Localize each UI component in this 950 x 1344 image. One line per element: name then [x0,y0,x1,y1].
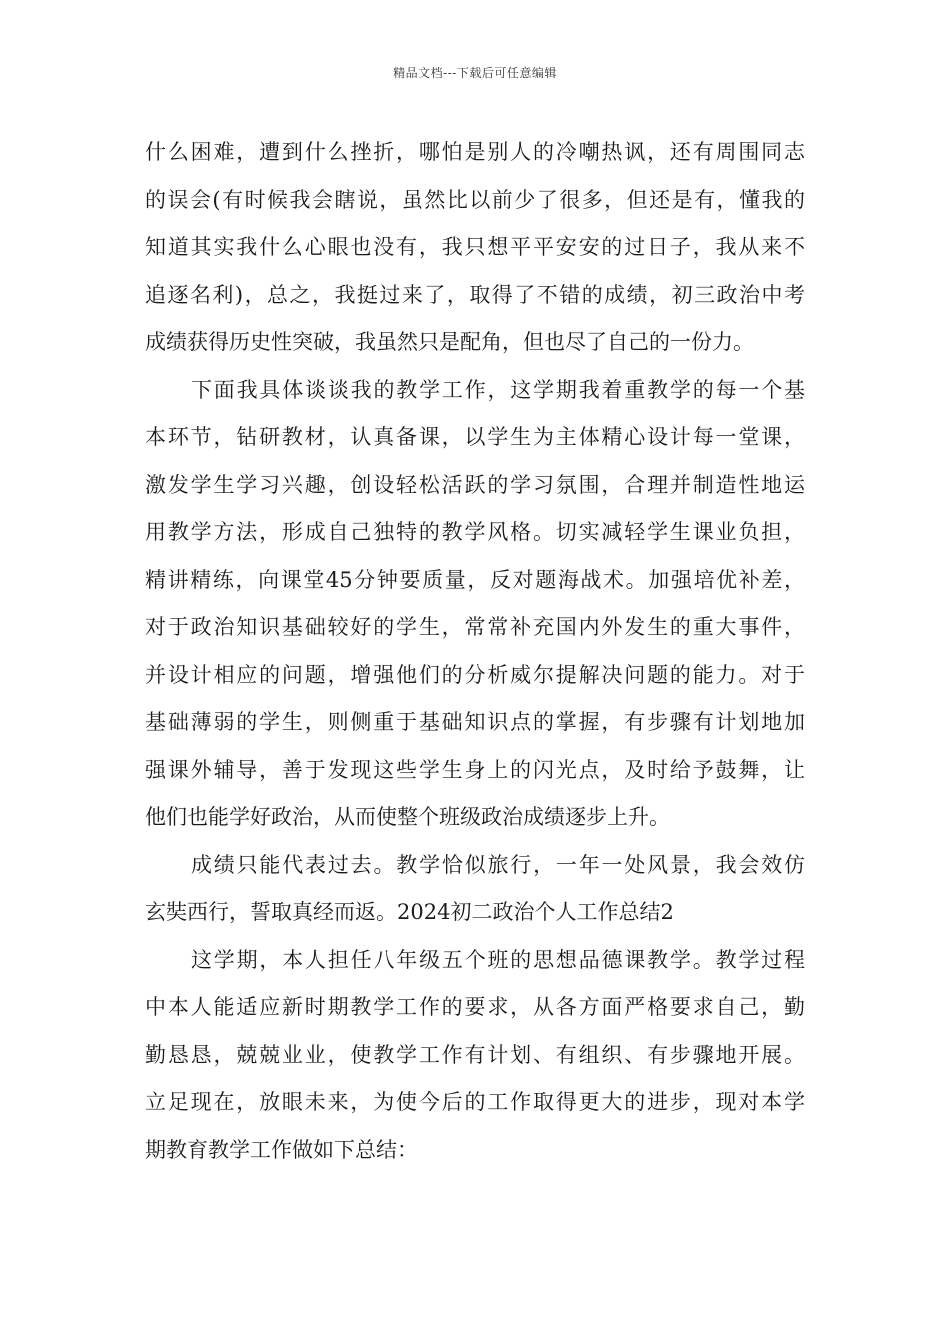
text-line: 这学期，本人担任八年级五个班的思想品德课教学。教学过程 [191,947,805,972]
paragraph [145,845,805,940]
text-line: 精讲精练，向课堂45分钟要质量，反对题海战术。加强培优补差， [145,567,805,592]
text-line: 激发学生学习兴趣，创设轻松活跃的学习氛围，合理并制造性地运 [145,472,805,497]
text-line: 知道其实我什么心眼也没有，我只想平平安安的过日子，我从来不 [145,235,805,259]
text-line: 成绩只能代表过去。教学恰似旅行，一年一处风景，我会效仿 [191,852,805,877]
text-line: 立足现在，放眼未来，为使今后的工作取得更大的进步，现对本学 [145,1090,805,1114]
text-line: 并设计相应的问题，增强他们的分析威尔提解决问题的能力。对于 [145,662,805,687]
text-line: 玄奘西行，誓取真经而返。2024初二政治个人工作总结2 [145,900,674,924]
page-header: 精品文档---下载后可任意编辑 [393,66,557,80]
text-line: 中本人能适应新时期教学工作的要求，从各方面严格要求自己，勤 [145,995,805,1019]
paragraph [145,132,805,370]
text-line: 强课外辅导，善于发现这些学生身上的闪光点，及时给予鼓舞，让 [145,757,805,782]
paragraph [145,940,805,1178]
text-line: 什么困难，遭到什么挫折，哪怕是别人的冷嘲热讽，还有周围同志 [145,140,805,164]
text-line: 成绩获得历史性突破，我虽然只是配角，但也尽了自己的一份力。 [145,330,754,354]
text-line: 对于政治知识基础较好的学生，常常补充国内外发生的重大事件， [145,615,805,639]
text-line: 用教学方法，形成自己独特的教学风格。切实减轻学生课业负担， [145,520,805,544]
paragraph [145,370,805,845]
text-line: 追逐名利)，总之，我挺过来了，取得了不错的成绩，初三政治中考 [145,282,805,307]
text-line: 下面我具体谈谈我的教学工作，这学期我着重教学的每一个基 [191,377,805,402]
document-body [145,132,805,1177]
text-line: 的误会(有时候我会瞎说，虽然比以前少了很多，但还是有，懂我的 [145,187,805,212]
text-line: 本环节，钻研教材，认真备课，以学生为主体精心设计每一堂课， [145,425,805,449]
text-line: 基础薄弱的学生，则侧重于基础知识点的掌握，有步骤有计划地加 [145,710,805,734]
text-line: 期教育教学工作做如下总结： [145,1137,418,1162]
text-line: 勤恳恳，兢兢业业，使教学工作有计划、有组织、有步骤地开展。 [145,1042,805,1067]
text-line: 他们也能学好政治，从而使整个班级政治成绩逐步上升。 [145,805,670,829]
